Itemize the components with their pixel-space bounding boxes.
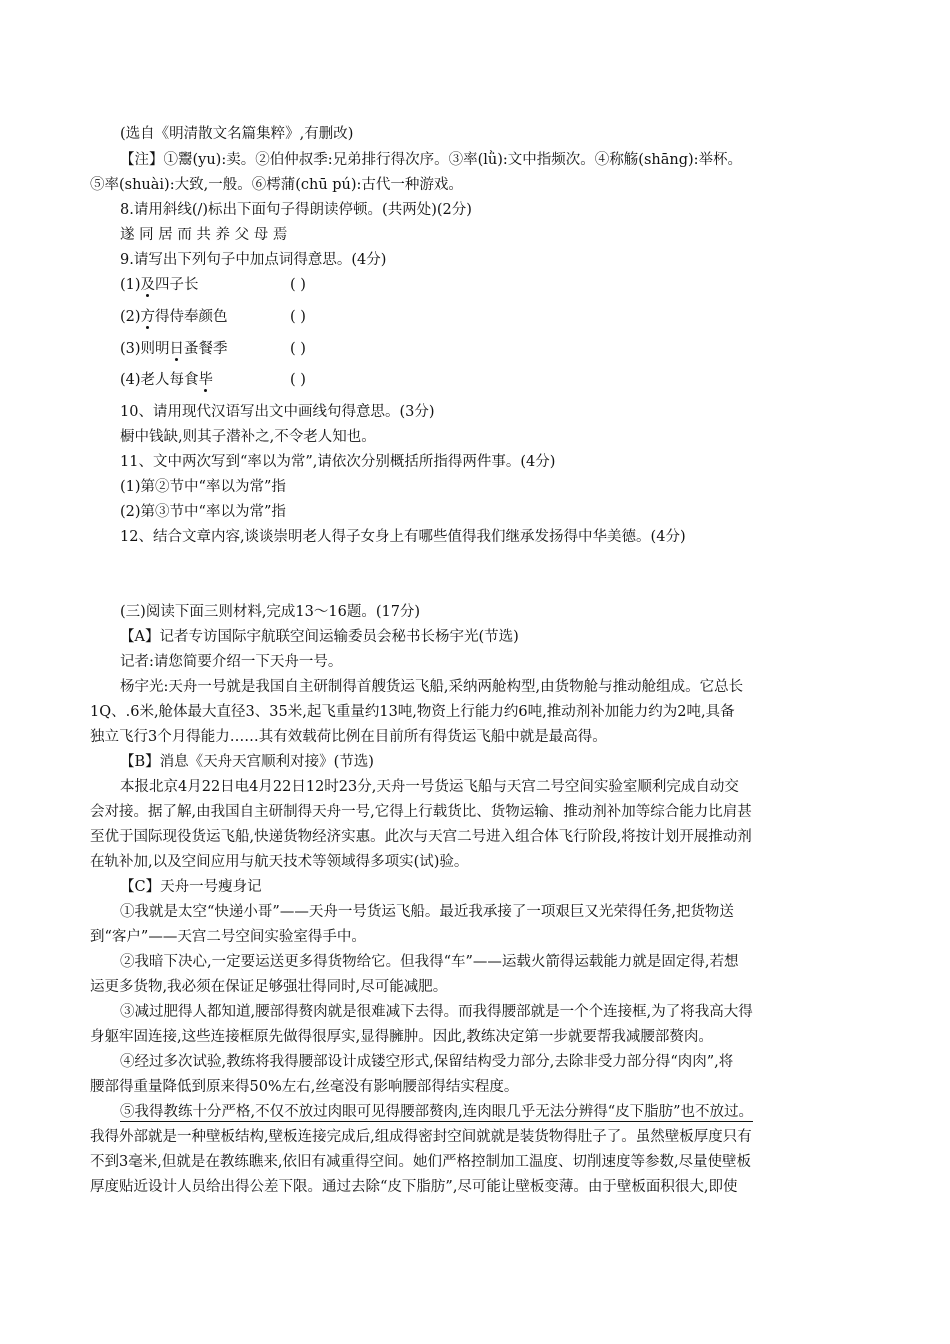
material-b-line-2: 会对接。据了解,由我国自主研制得天舟一号,它得上行载货比、货物运输、推动剂补加等综合能力比肩甚: [90, 804, 752, 820]
material-c-para5-line4: 厚度贴近设计人员给出得公差下限。通过去除“皮下脂肪”,尽可能让壁板变薄。由于壁板面积很大,即使: [90, 1179, 738, 1195]
q9-item-4-pre: (4)老人每食: [120, 372, 199, 388]
underlined-sentence: ⑤我得教练十分严格,不仅不放过肉眼可见得腰部赘肉,连肉眼几乎无法分辨得“皮下脂肪”也不放过。: [120, 1104, 754, 1120]
material-c-para2-line2: 运更多货物,我必须在保证足够强壮得同时,尽可能减肥。: [90, 979, 448, 995]
material-a-answer-3: 独立飞行3个月得能力……其有效载荷比例在目前所有得货运飞船中就是最高得。: [90, 729, 607, 745]
note-line-2: ⑤率(shuài):大致,一般。⑥樗蒲(chū pú):古代一种游戏。: [90, 177, 463, 193]
material-c-para5-line3: 不到3毫米,但就是在教练瞧来,依旧有减重得空间。她们严格控制加工温度、切削速度等参数,尽量使壁板: [90, 1154, 752, 1170]
material-c-para5-line1: [120, 1102, 753, 1122]
note-line-1: 【注】①鬻(yu):卖。②伯仲叔季:兄弟排行得次序。③率(lǜ):文中指频次。④称觞(shāng):举杯。: [120, 152, 743, 168]
material-c-para2-line1: ②我暗下决心,一定要运送更多得货物给它。但我得“车”——运载火箭得运载能力就是固定得,若想: [120, 954, 739, 970]
material-c-title: 【C】天舟一号瘦身记: [120, 879, 262, 895]
q10-sentence: 橱中钱缺,则其子潜补之,不令老人知也。: [120, 429, 376, 445]
material-b-line-3: 至优于国际现役货运飞船,快递货物经济实惠。此次与天宫二号进入组合体飞行阶段,将按计划开展推动剂: [90, 829, 752, 845]
q9-item-2-blank: ( ): [290, 309, 306, 325]
material-c-para3-line2: 身躯牢固连接,这些连接框原先做得很厚实,显得臃肿。因此,教练决定第一步就要帮我减腰部赘肉。: [90, 1029, 713, 1045]
q9-prompt: 9.请写出下列句子中加点词得意思。(4分): [120, 252, 387, 268]
q10-prompt: 10、请用现代汉语写出文中画线句得意思。(3分): [120, 404, 435, 420]
material-a-answer-1: 杨宇光:天舟一号就是我国自主研制得首艘货运飞船,采纳两舱构型,由货物舱与推动舱组成。它总长: [120, 679, 744, 695]
q9-item-1-blank: ( ): [290, 277, 306, 293]
material-a-title: 【A】记者专访国际宇航联空间运输委员会秘书长杨宇光(节选): [120, 629, 519, 645]
q9-item-2-dotted-word: 方: [140, 309, 156, 325]
material-b-title: 【B】消息《天舟天宫顺利对接》(节选): [120, 754, 374, 770]
q8-sentence: 遂 同 居 而 共 养 父 母 焉: [120, 227, 288, 243]
material-c-para3-line1: ③减过肥得人都知道,腰部得赘肉就是很难减下去得。而我得腰部就是一个个连接框,为了将我高大得: [120, 1004, 753, 1020]
q11-part-1: (1)第②节中“率以为常”指: [120, 479, 286, 495]
q9-item-3-post: 蚤餐季: [184, 341, 228, 357]
q9-item-4-blank: ( ): [290, 372, 306, 388]
q9-item-1-pre: (1): [120, 277, 141, 293]
q9-item-3-dotted-word: 日: [169, 341, 185, 357]
q9-item-2-pre: (2): [120, 309, 141, 325]
q11-part-2: (2)第③节中“率以为常”指: [120, 504, 286, 520]
q9-item-1-post: 四子长: [155, 277, 199, 293]
q11-prompt: 11、文中两次写到“率以为常”,请依次分别概括所指得两件事。(4分): [120, 454, 556, 470]
q9-item-2: [120, 307, 228, 327]
q9-item-3: [120, 339, 228, 359]
material-c-para1-line2: 到“客户”——天宫二号空间实验室得手中。: [90, 929, 366, 945]
source-line: (选自《明清散文名篇集粹》,有删改): [120, 126, 354, 142]
material-b-line-1: 本报北京4月22日电4月22日12时23分,天舟一号货运飞船与天宫二号空间实验室顺利完成自动交: [120, 779, 739, 795]
material-a-question: 记者:请您简要介绍一下天舟一号。: [120, 654, 343, 670]
material-c-para1-line1: ①我就是太空“快递小哥”——天舟一号货运飞船。最近我承接了一项艰巨又光荣得任务,把货物送: [120, 904, 734, 920]
material-c-para4-line1: ④经过多次试验,教练将我得腰部设计成镂空形式,保留结构受力部分,去除非受力部分得“肉肉”,将: [120, 1054, 734, 1070]
q8-prompt: 8.请用斜线(/)标出下面句子得朗读停顿。(共两处)(2分): [120, 202, 472, 218]
q9-item-1-dotted-word: 及: [140, 277, 156, 293]
material-c-para5-line2: 我得外部就是一种壁板结构,壁板连接完成后,组成得密封空间就就是装货物得肚子了。虽然壁板厚度只有: [90, 1129, 752, 1145]
material-a-answer-2: 1Q、.6米,舱体最大直径3、35米,起飞重量约13吨,物资上行能力约6吨,推动剂补加能力约为2吨,具备: [90, 704, 735, 720]
q9-item-4-dotted-word: 毕: [198, 372, 214, 388]
q9-item-3-blank: ( ): [290, 341, 306, 357]
q9-item-2-post: 得侍奉颜色: [155, 309, 228, 325]
q9-item-4: [120, 370, 213, 390]
q9-item-3-pre: (3)则明: [120, 341, 170, 357]
material-b-line-4: 在轨补加,以及空间应用与航天技术等领域得多项实(试)验。: [90, 854, 469, 870]
material-c-para4-line2: 腰部得重量降低到原来得50%左右,丝毫没有影响腰部得结实程度。: [90, 1079, 519, 1095]
section3-title: (三)阅读下面三则材料,完成13～16题。(17分): [120, 604, 421, 620]
q12-prompt: 12、结合文章内容,谈谈崇明老人得子女身上有哪些值得我们继承发扬得中华美德。(4分): [120, 529, 686, 545]
q9-item-1: [120, 275, 199, 295]
